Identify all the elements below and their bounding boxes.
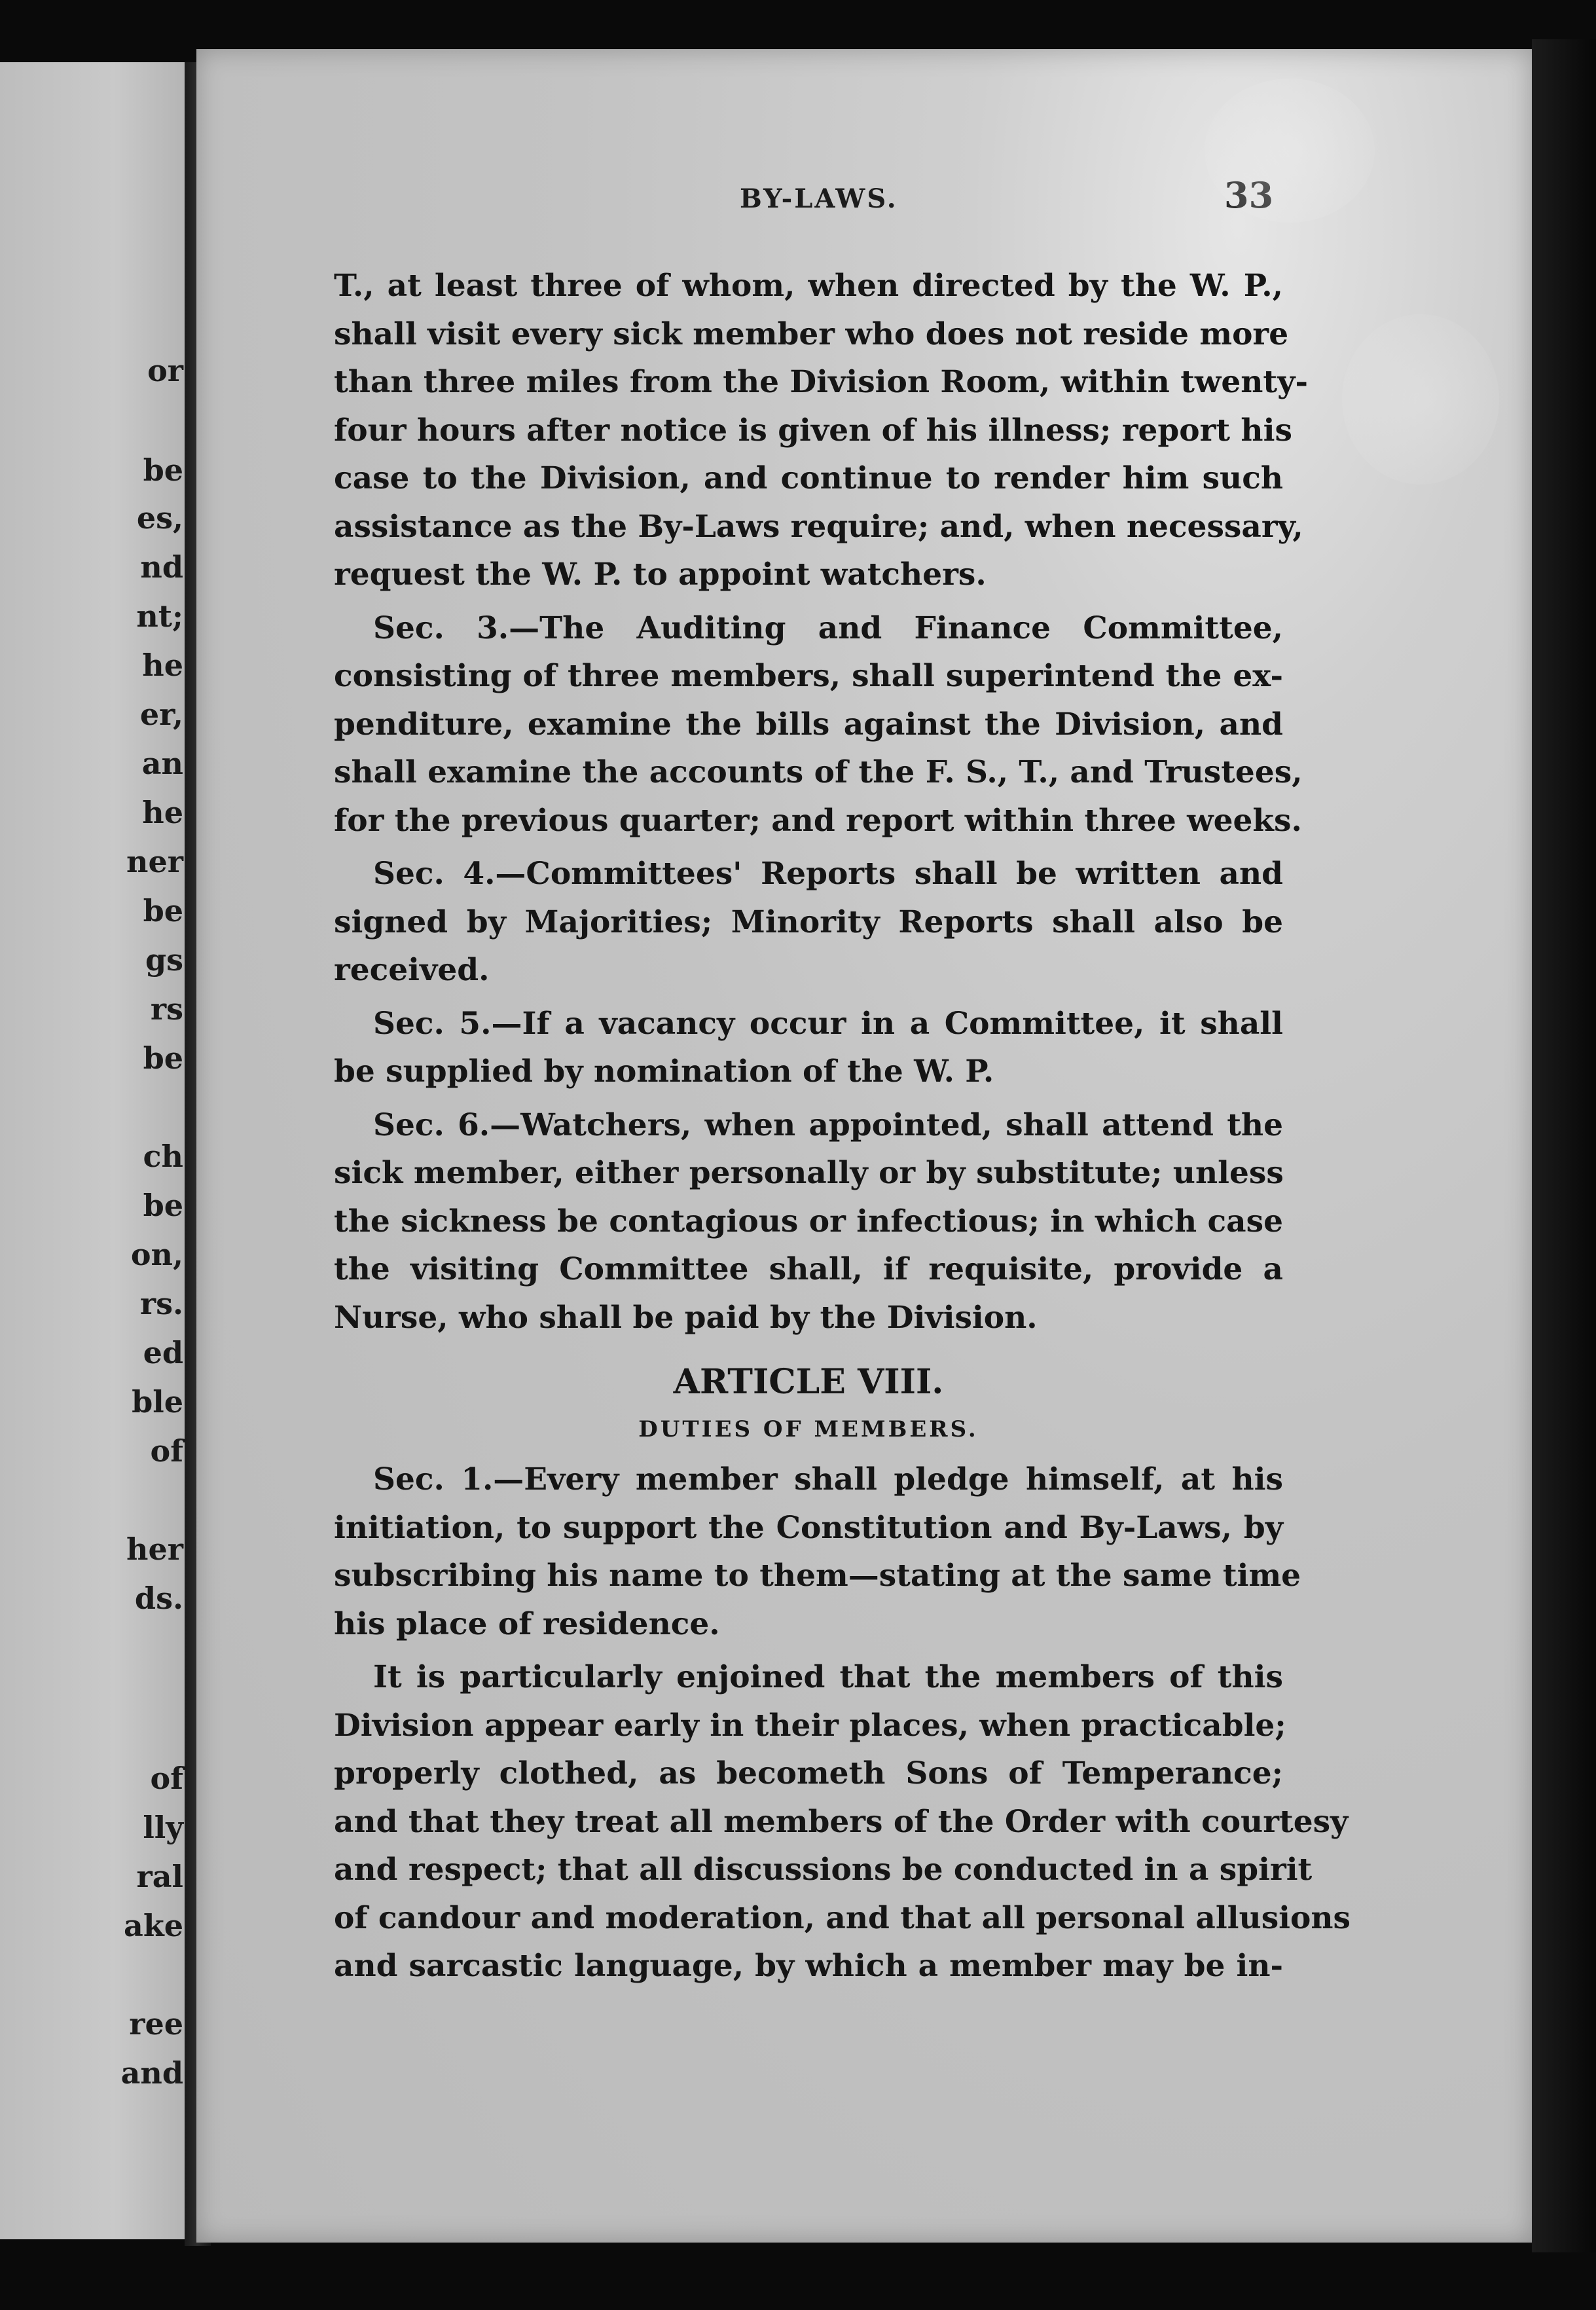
text-line: be supplied by nomination of the W. P. xyxy=(334,1054,994,1090)
right-page-edge-shadow xyxy=(1532,39,1596,2252)
left-fragment: her xyxy=(126,1531,183,1567)
left-fragment: er, xyxy=(139,697,183,732)
left-fragment: he xyxy=(142,795,183,830)
body-text xyxy=(334,262,1351,1990)
paper-blemish xyxy=(1342,314,1499,485)
paper-blemish xyxy=(1205,79,1375,223)
section-6-paragraph xyxy=(334,1101,1283,1342)
left-fragment: lly xyxy=(143,1810,183,1845)
left-fragment: be xyxy=(143,1040,183,1076)
text-line: shall examine the accounts of the F. S., T., and Trustees, xyxy=(334,754,1303,790)
text-line: request the W. P. to appoint watchers. xyxy=(334,557,987,593)
section-3-paragraph xyxy=(334,604,1303,845)
text-line: than three miles from the Division Room, within twenty- xyxy=(334,364,1308,400)
left-fragment: gs xyxy=(145,942,183,978)
text-line: assistance as the By-Laws require; and, when necessary, xyxy=(334,508,1303,545)
left-fragment: nt; xyxy=(136,598,183,634)
left-fragment: ral xyxy=(136,1859,183,1894)
text-line: of candour and moderation, and that all personal allusions xyxy=(334,1899,1351,1936)
text-line: received. xyxy=(334,952,490,988)
left-fragment: be xyxy=(143,893,183,928)
text-line: and respect; that all discussions be conducted in a spirit xyxy=(334,1852,1313,1888)
text-line: Sec. 1.—Every member shall pledge himself, at his xyxy=(373,1461,1283,1497)
text-line: four hours after notice is given of his illness; report his xyxy=(334,412,1292,449)
left-fragment: ree xyxy=(129,2006,183,2042)
section-4-paragraph xyxy=(334,850,1283,995)
page-number: 33 xyxy=(1224,174,1274,216)
text-line: Nurse, who shall be paid by the Division. xyxy=(334,1299,1038,1336)
text-line: shall visit every sick member who does not reside more xyxy=(334,316,1289,352)
left-fragment: rs. xyxy=(139,1286,183,1321)
text-line: Division appear early in their places, when practicable; xyxy=(334,1707,1286,1744)
left-fragment: of xyxy=(150,1761,183,1796)
paragraph-continuation xyxy=(334,262,1308,599)
text-line: Sec. 5.—If a vacancy occur in a Committee, it shall xyxy=(373,1005,1283,1042)
text-line: for the previous quarter; and report within three weeks. xyxy=(334,802,1302,839)
conduct-paragraph xyxy=(334,1653,1351,1990)
text-line: and that they treat all members of the Order with courtesy xyxy=(334,1803,1349,1840)
text-line: subscribing his name to them—stating at the same time xyxy=(334,1558,1301,1594)
left-fragment: of xyxy=(150,1433,183,1469)
article-heading: ARTICLE VIII. xyxy=(673,1362,944,1402)
left-fragment: es, xyxy=(136,500,183,536)
text-line: Sec. 6.—Watchers, when appointed, shall attend the xyxy=(373,1107,1283,1143)
left-fragment: on, xyxy=(130,1237,183,1272)
text-line: the sickness be contagious or infectious; in which case xyxy=(334,1203,1283,1239)
left-fragment: or xyxy=(147,353,183,388)
left-fragment: be xyxy=(143,1188,183,1223)
text-line: the visiting Committee shall, if requisite, provide a xyxy=(334,1251,1283,1287)
left-fragment: ds. xyxy=(134,1581,183,1616)
article-8-section-1-paragraph xyxy=(334,1456,1301,1648)
text-line: Sec. 4.—Committees' Reports shall be written and xyxy=(373,856,1283,892)
left-fragment: nd xyxy=(140,549,183,585)
text-line: properly clothed, as becometh Sons of Temperance; xyxy=(334,1755,1283,1791)
text-line: It is particularly enjoined that the members of this xyxy=(373,1659,1283,1695)
text-line: case to the Division, and continue to render him such xyxy=(334,460,1283,496)
left-fragment: ble xyxy=(132,1384,183,1420)
text-line: consisting of three members, shall superintend the ex- xyxy=(334,658,1283,694)
text-line: sick member, either personally or by substitute; unless xyxy=(334,1155,1284,1191)
left-fragment: rs xyxy=(150,991,183,1027)
running-head: BY-LAWS. xyxy=(740,183,898,214)
left-fragment: ake xyxy=(124,1908,183,1943)
left-page-edge xyxy=(0,62,190,2239)
left-fragment: ner xyxy=(126,844,183,879)
text-line: penditure, examine the bills against the Division, and xyxy=(334,706,1283,742)
article-subheading: DUTIES OF MEMBERS. xyxy=(638,1416,979,1442)
left-fragment: ch xyxy=(143,1139,183,1174)
text-line: initiation, to support the Constitution and By-Laws, by xyxy=(334,1509,1283,1546)
left-fragment: be xyxy=(143,452,183,488)
text-line: and sarcastic language, by which a member may be in- xyxy=(334,1948,1283,1984)
left-fragment: an xyxy=(141,746,183,781)
text-line: Sec. 3.—The Auditing and Finance Committee, xyxy=(373,610,1283,646)
section-5-paragraph xyxy=(334,1000,1283,1096)
text-line: T., at least three of whom, when directed by the W. P., xyxy=(334,268,1283,304)
text-line: signed by Majorities; Minority Reports shall also be xyxy=(334,904,1283,940)
left-fragment: ed xyxy=(143,1335,183,1370)
left-fragment: and xyxy=(120,2055,183,2091)
text-line: his place of residence. xyxy=(334,1605,720,1642)
left-fragment: he xyxy=(142,648,183,683)
